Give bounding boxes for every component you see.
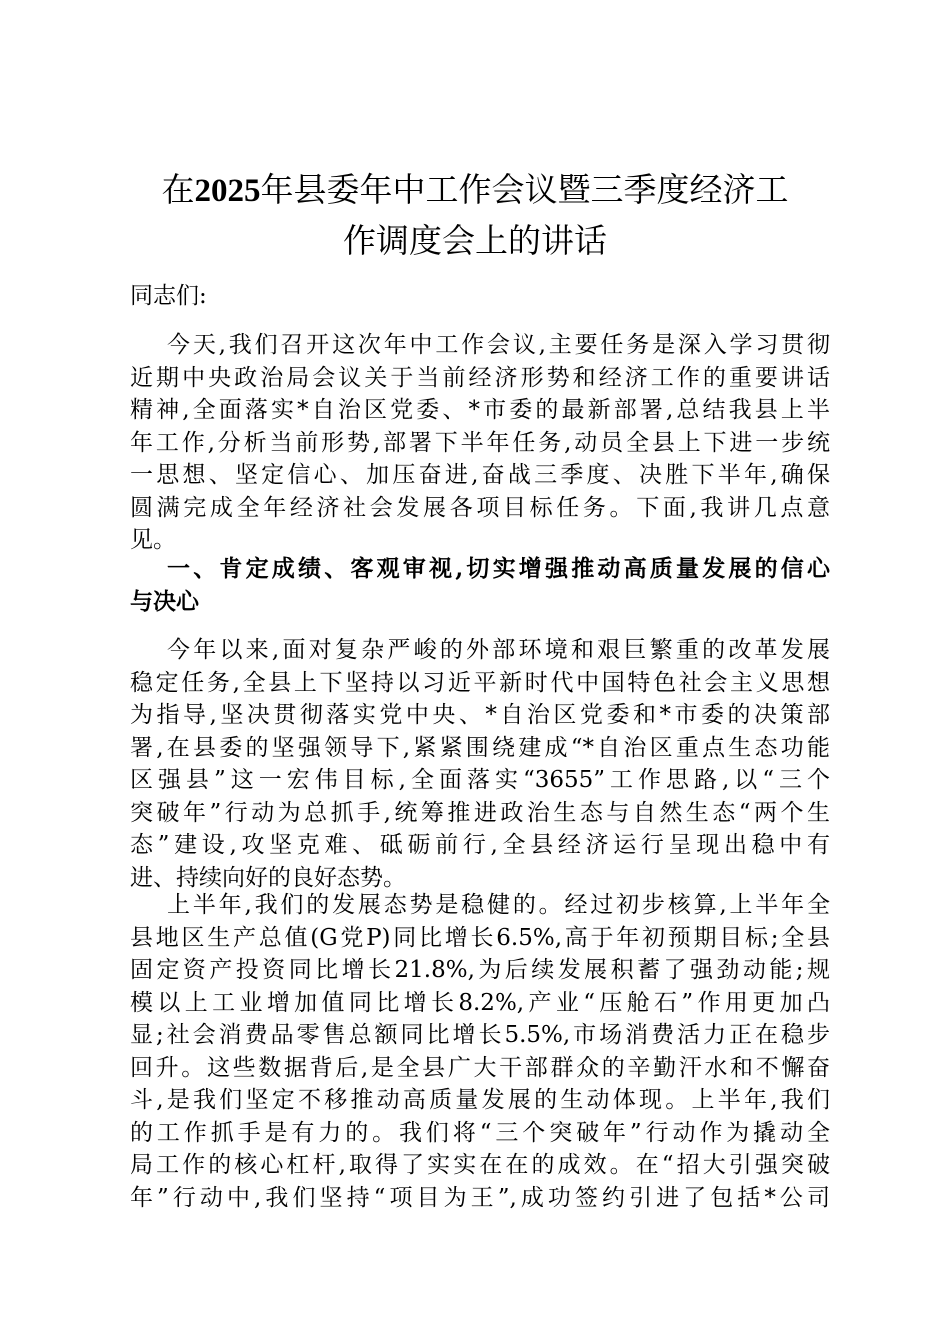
title-suffix: 年县委年中工作会议暨三季度经济工 — [260, 170, 789, 209]
title-line-1 — [120, 165, 830, 216]
paragraph-line: 进、持续向好的良好态势。 — [130, 864, 406, 891]
paragraph-line: 区强县”这一宏伟目标,全面落实“3655”工作思路,以“三个 — [130, 767, 830, 793]
title-line-2: 作调度会上的讲话 — [343, 221, 607, 260]
paragraph-opening — [130, 329, 830, 557]
paragraph-line: 固定资产投资同比增长21.8%,为后续发展积蓄了强劲动能;规 — [130, 957, 830, 983]
paragraph-line: 精神,全面落实*自治区党委、*市委的最新部署,总结我县上半 — [130, 397, 830, 423]
paragraph-line: 县地区生产总值(G党P)同比增长6.5%,高于年初预期目标;全县 — [130, 924, 830, 951]
paragraph-first-half — [130, 889, 830, 1214]
paragraph-line: 为指导,坚决贯彻落实党中央、*自治区党委和*市委的决策部 — [130, 702, 830, 728]
paragraph-line: 局工作的核心杠杆,取得了实实在在的成效。在“招大引强突破 — [130, 1152, 830, 1178]
document-title — [120, 165, 830, 265]
paragraph-line: 回升。这些数据背后,是全县广大干部群众的辛勤汗水和不懈奋 — [130, 1054, 830, 1081]
paragraph-line: 稳定任务,全县上下坚持以习近平新时代中国特色社会主义思想 — [130, 669, 830, 696]
paragraph-achievements — [130, 634, 830, 894]
title-year: 2025 — [194, 173, 261, 209]
paragraph-line: 今年以来,面对复杂严峻的外部环境和艰巨繁重的改革发展 — [167, 637, 830, 663]
paragraph-line: 的工作抓手是有力的。我们将“三个突破年”行动作为撬动全 — [130, 1119, 830, 1146]
heading-line: 一、肯定成绩、客观审视,切实增强推动高质量发展的信心 — [167, 555, 830, 582]
paragraph-line: 年”行动中,我们坚持“项目为王”,成功签约引进了包括*公司 — [130, 1184, 830, 1211]
paragraph-line: 模以上工业增加值同比增长8.2%,产业“压舱石”作用更加凸 — [130, 989, 830, 1016]
section-heading-1 — [130, 553, 830, 618]
title-prefix: 在 — [161, 170, 195, 209]
paragraph-line: 署,在县委的坚强领导下,紧紧围绕建成“*自治区重点生态功能 — [130, 734, 830, 761]
paragraph-line: 年工作,分析当前形势,部署下半年任务,动员全县上下进一步统 — [130, 429, 830, 456]
paragraph-line: 见。 — [130, 527, 176, 553]
paragraph-line: 圆满完成全年经济社会发展各项目标任务。下面,我讲几点意 — [130, 494, 830, 521]
paragraph-line: 态”建设,攻坚克难、砥砺前行,全县经济运行呈现出稳中有 — [130, 832, 830, 858]
paragraph-line: 今天,我们召开这次年中工作会议,主要任务是深入学习贯彻 — [167, 332, 830, 358]
salutation: 同志们: — [130, 283, 207, 309]
paragraph-line: 斗,是我们坚定不移推动高质量发展的生动体现。上半年,我们 — [130, 1087, 830, 1113]
paragraph-line: 突破年”行动为总抓手,统筹推进政治生态与自然生态“两个生 — [130, 799, 830, 826]
paragraph-line: 显;社会消费品零售总额同比增长5.5%,市场消费活力正在稳步 — [130, 1022, 830, 1048]
heading-line: 与决心 — [130, 587, 199, 615]
paragraph-line: 一思想、坚定信心、加压奋进,奋战三季度、决胜下半年,确保 — [130, 462, 830, 488]
paragraph-line: 上半年,我们的发展态势是稳健的。经过初步核算,上半年全 — [167, 892, 830, 918]
paragraph-line: 近期中央政治局会议关于当前经济形势和经济工作的重要讲话 — [130, 364, 830, 391]
